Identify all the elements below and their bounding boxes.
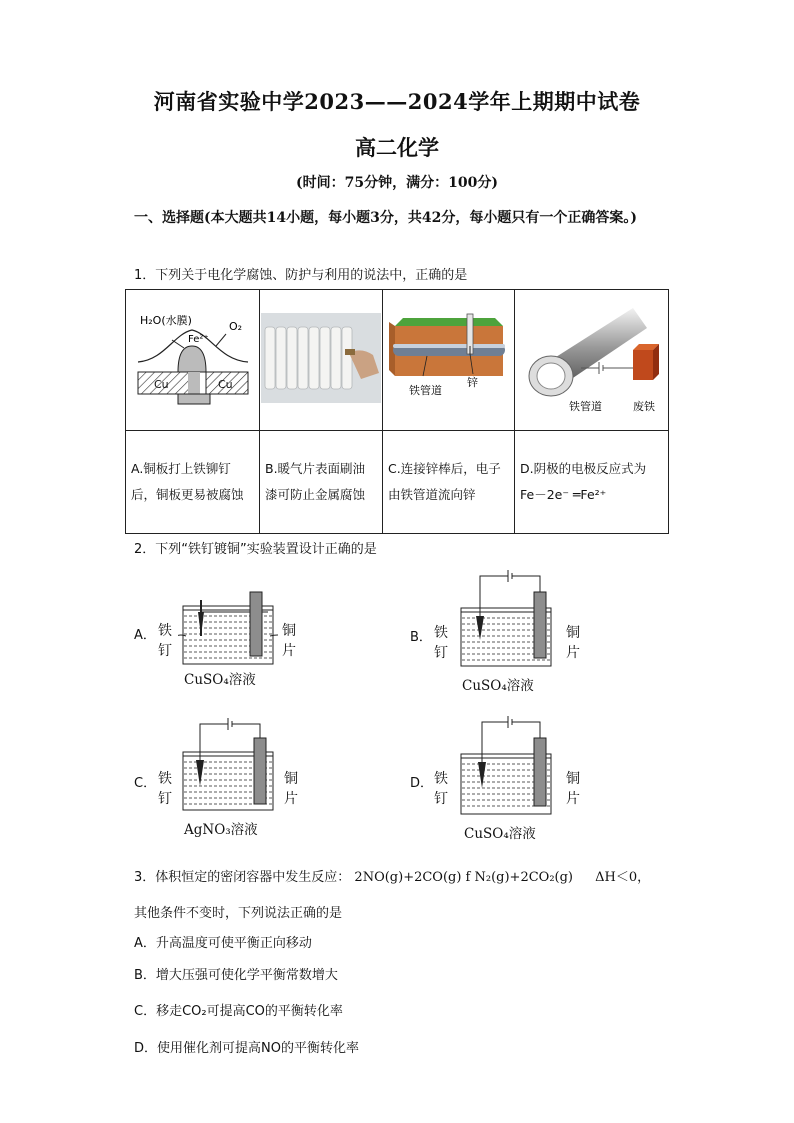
iron-nail-label-2: 钉 xyxy=(434,791,448,807)
q3-stem-line2: 其他条件不变时，下列说法正确的是 xyxy=(134,906,343,921)
exam-info: (时间：75分钟，满分：100分) xyxy=(296,175,498,191)
copper-label-2: 片 xyxy=(284,791,298,807)
copper-label-1: 铜 xyxy=(284,771,298,787)
q3-choice-c[interactable]: C．移走CO₂可提高CO的平衡转化率 xyxy=(134,1004,343,1019)
copper-label-2: 片 xyxy=(566,645,580,661)
q1-option-a[interactable]: A.铜板打上铁铆钉后，铜板更易被腐蚀 xyxy=(126,431,260,534)
q1-stem: 1．下列关于电化学腐蚀、防护与利用的说法中，正确的是 xyxy=(134,268,468,283)
subject-title: 高二化学 xyxy=(355,135,439,160)
q1-figure-a xyxy=(126,290,260,431)
option-letter: C． xyxy=(134,776,157,791)
q2-option-c[interactable] xyxy=(134,714,314,838)
iron-nail-label-2: 钉 xyxy=(158,643,172,659)
q2-option-a[interactable] xyxy=(134,576,314,694)
copper-label-1: 铜 xyxy=(566,771,580,787)
fe-ion-label: Fe²⁺ xyxy=(188,334,209,345)
q1-option-b[interactable]: B.暖气片表面刷油漆可防止金属腐蚀 xyxy=(260,431,383,534)
zinc-label: 锌 xyxy=(467,376,478,389)
q3-choice-a[interactable]: A．升高温度可使平衡正向移动 xyxy=(134,936,312,951)
iron-nail-label-1: 铁 xyxy=(158,623,172,639)
apparatus-b xyxy=(456,570,556,670)
q3-equation: 2NO(g)+2CO(g) f N₂(g)+2CO₂(g) xyxy=(354,870,573,885)
solution-label: CuSO₄溶液 xyxy=(184,672,256,688)
option-letter: D． xyxy=(410,776,434,791)
radiator-photo xyxy=(261,313,381,403)
option-letter: B． xyxy=(410,630,432,645)
q1-figure-c xyxy=(383,290,515,431)
q1-table xyxy=(125,289,669,534)
iron-nail-label-1: 铁 xyxy=(158,771,172,787)
q2-option-d[interactable] xyxy=(410,714,590,842)
q3-stem xyxy=(134,866,650,885)
copper-label-2: 片 xyxy=(282,643,296,659)
cu-label-right: Cu xyxy=(218,378,233,391)
apparatus-c xyxy=(178,714,278,814)
apparatus-d xyxy=(456,714,556,818)
scrap-iron-label: 废铁 xyxy=(633,400,655,413)
section-heading: 一、选择题(本大题共14小题，每小题3分，共42分，每小题只有一个正确答案。) xyxy=(134,210,637,226)
q1-figure-b xyxy=(260,290,383,431)
exam-title: 河南省实验中学2023——2024学年上期期中试卷 xyxy=(153,89,641,114)
q1-figure-d xyxy=(515,290,669,431)
q3-choice-d[interactable]: D．使用催化剂可提高NO的平衡转化率 xyxy=(134,1041,359,1056)
apparatus-a xyxy=(178,576,278,666)
copper-label-1: 铜 xyxy=(566,625,580,641)
iron-nail-label-2: 钉 xyxy=(158,791,172,807)
o2-label: O₂ xyxy=(229,320,243,333)
solution-label: CuSO₄溶液 xyxy=(462,678,534,694)
iron-nail-label-1: 铁 xyxy=(434,625,448,641)
copper-label-2: 片 xyxy=(566,791,580,807)
iron-nail-label-2: 钉 xyxy=(434,645,448,661)
water-film-label: H₂O(水膜) xyxy=(140,314,192,327)
cu-label-left: Cu xyxy=(154,378,169,391)
pipe-label-d: 铁管道 xyxy=(569,400,602,413)
copper-label-1: 铜 xyxy=(282,623,296,639)
iron-nail-label-1: 铁 xyxy=(434,771,448,787)
q1-option-d[interactable]: D.阴极的电极反应式为 Fe－2e⁻ ═Fe²⁺ xyxy=(515,431,669,534)
q3-delta-h: ΔH＜0， xyxy=(595,870,651,885)
q2-option-b[interactable] xyxy=(410,570,590,694)
q3-choice-b[interactable]: B．增大压强可使化学平衡常数增大 xyxy=(134,968,338,983)
option-letter: A． xyxy=(134,628,156,643)
pipe-label-c: 铁管道 xyxy=(409,384,442,397)
q3-stem-prefix: 3．体积恒定的密闭容器中发生反应： xyxy=(134,870,351,885)
q2-stem: 2．下列“铁钉镀铜”实验装置设计正确的是 xyxy=(134,542,377,557)
q1-option-c[interactable]: C.连接锌棒后，电子由铁管道流向锌 xyxy=(383,431,515,534)
solution-label: AgNO₃溶液 xyxy=(184,822,258,838)
solution-label: CuSO₄溶液 xyxy=(464,826,536,842)
